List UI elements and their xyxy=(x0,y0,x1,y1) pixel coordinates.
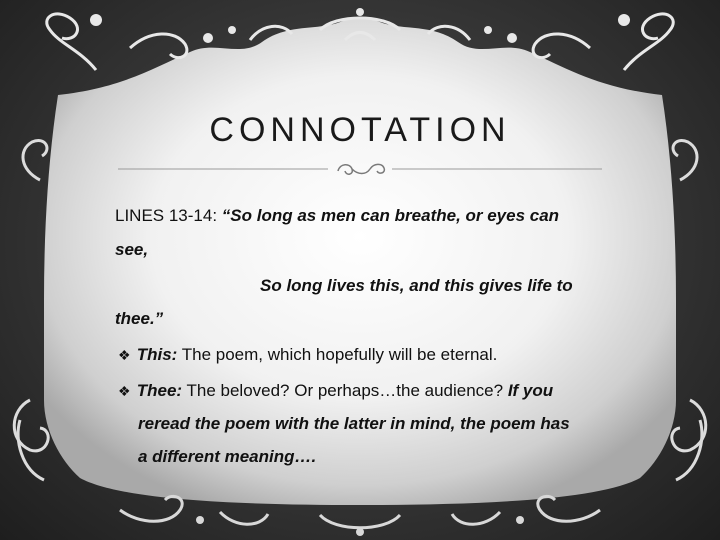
bullet-thee-emphasis-3: a different meaning…. xyxy=(138,447,317,466)
slide-title: CONNOTATION xyxy=(209,111,511,149)
bullet-this-text: The poem, which hopefully will be eternal. xyxy=(177,345,498,364)
lines-label: LINES 13-14: xyxy=(115,206,222,225)
quote-line-2: see, xyxy=(115,240,149,259)
bullet-thee-emphasis-1: If you xyxy=(507,381,554,400)
quote-text-1: “So long as men can breathe, or eyes can xyxy=(221,206,560,225)
quote-line-3: So long lives this, and this gives life to xyxy=(260,276,573,295)
diamond-bullet-icon: ❖ xyxy=(118,383,131,399)
bullet-this xyxy=(118,345,497,365)
bullet-thee xyxy=(118,381,553,401)
diamond-bullet-icon: ❖ xyxy=(118,347,131,363)
bullet-this-term: This: xyxy=(136,345,178,364)
bullet-thee-emphasis-2: reread the poem with the latter in mind, the poem has xyxy=(138,414,570,433)
quote-line-4: thee.” xyxy=(115,309,164,328)
bullet-thee-text: The beloved? Or perhaps…the audience? xyxy=(182,381,508,400)
bottom-ornament-dots xyxy=(196,516,524,536)
title-divider xyxy=(118,159,602,179)
bullet-thee-term: Thee: xyxy=(136,381,183,400)
divider-scroll-icon xyxy=(338,164,384,174)
quote-line-1 xyxy=(115,206,559,226)
